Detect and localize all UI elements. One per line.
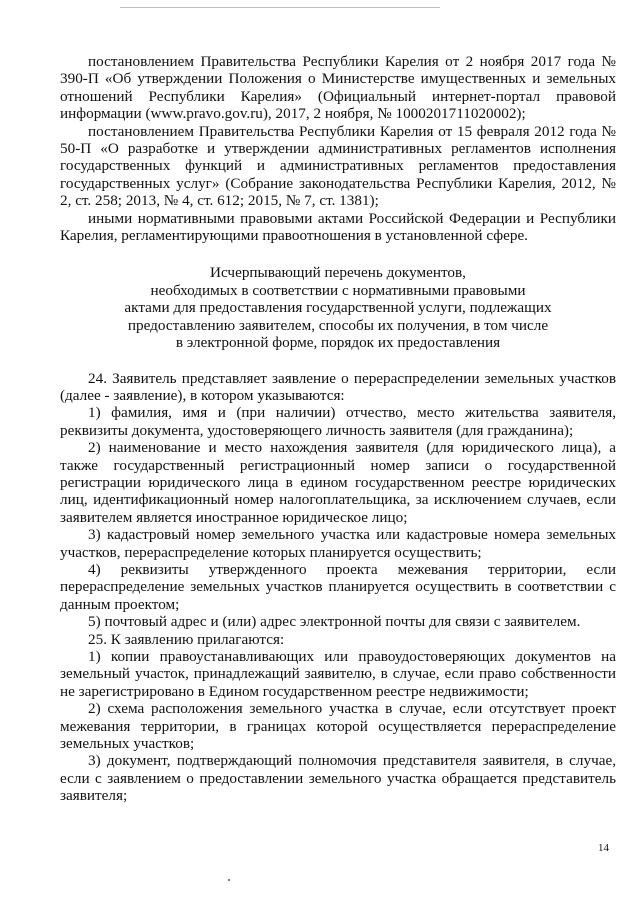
heading-line-3: актами для предоставления государственной услуги, подлежащих (124, 299, 552, 317)
paragraph-24: 24. Заявитель представляет заявление о перераспределении земельных участков (далее - заявление), в котором указываются: (60, 369, 616, 404)
paragraph-top-1: постановлением Правительства Республики Карелия от 2 ноября 2017 года № 390-П «Об утверждении Положения о Министерстве имущественных и земельных отношений Республики Карелия» (Официальный интернет-портал правовой информации (www.pravo.gov.ru), 2017, 2 ноября, № 1000201711020002); (60, 53, 616, 123)
paragraph-25-item-1: 1) копии правоустанавливающих или правоудостоверяющих документов на земельный участок, принадлежащий заявителю, в случае, если право собственности не зарегистрировано в Едином государственном реестре недвижимости; (60, 648, 616, 700)
heading-line-2: необходимых в соответствии с нормативными правовыми (150, 281, 526, 299)
paragraph-25-item-2: 2) схема расположения земельного участка в случае, если отсутствует проект межевания территории, в границах которой осуществляется перераспределение земельных участков; (60, 700, 616, 753)
heading-line-5: в электронной форме, порядок их предоставления (175, 334, 501, 352)
paragraph-24-item-5: 5) почтовый адрес и (или) адрес электронной почты для связи с заявителем. (88, 613, 581, 631)
section-heading (60, 264, 616, 351)
paragraph-24-item-1: 1) фамилия, имя и (при наличии) отчество, место жительства заявителя, реквизиты документа, удостоверяющего личность заявителя (для гражданина); (60, 404, 616, 439)
top-rule (120, 7, 440, 8)
paragraph-25: 25. К заявлению прилагаются: (88, 630, 285, 648)
paragraph-24-item-3: 3) кадастровый номер земельного участка или кадастровые номера земельных участков, перераспределение которых планируется осуществить; (60, 526, 616, 561)
paragraph-25-item-3: 3) документ, подтверждающий полномочия представителя заявителя, в случае, если с заявлением о предоставлении земельного участка обращается представитель заявителя; (60, 752, 616, 805)
page-number: 14 (598, 842, 609, 854)
paragraph-top-3: иными нормативными правовыми актами Российской Федерации и Республики Карелия, регламентирующими правоотношения в установленной сфере. (60, 209, 616, 245)
heading-line-4: предоставлению заявителем, способы их получения, в том числе (127, 316, 549, 334)
paragraph-top-2: постановлением Правительства Республики Карелия от 15 февраля 2012 года № 50-П «О разработке и утверждении административных регламентов исполнения государственных функций и административных регламентов предоставления государственных услуг» (Собрание законодательства Республики Карелия, 2012, № 2, ст. 258; 2013, № 4, ст. 612; 2015, № 7, ст. 1381); (60, 122, 616, 210)
scan-speck (228, 879, 230, 881)
heading-line-1: Исчерпывающий перечень документов, (210, 264, 466, 282)
paragraph-24-item-2: 2) наименование и место нахождения заявителя (для юридического лица), а также государственный регистрационный номер записи о государственной регистрации юридического лица в едином государственном реестре юридических лиц, идентификационный номер налогоплательщика, за исключением случаев, если заявителем является иностранное юридическое лицо; (60, 439, 616, 526)
document-page (60, 53, 616, 805)
paragraph-24-item-4: 4) реквизиты утвержденного проекта межевания территории, если перераспределение земельных участков планируется осуществить в соответствии с данным проектом; (60, 560, 616, 613)
